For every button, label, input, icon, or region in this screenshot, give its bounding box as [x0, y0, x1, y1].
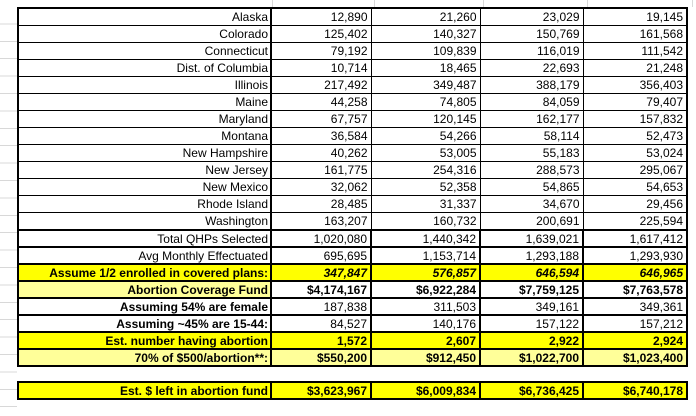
table-row [18, 145, 687, 162]
value-cell[interactable]: 40,262 [271, 145, 371, 162]
value-cell[interactable]: 1,639,021 [480, 230, 583, 247]
value-cell[interactable]: $912,450 [371, 349, 480, 366]
value-cell[interactable]: 67,757 [271, 111, 371, 128]
value-cell[interactable]: 36,584 [271, 128, 371, 145]
value-cell[interactable]: 52,358 [371, 179, 480, 196]
row-label-cell[interactable]: Est. number having abortion [18, 332, 271, 349]
table-row [18, 213, 687, 231]
value-cell[interactable]: 1,020,080 [271, 230, 371, 247]
value-cell[interactable]: 125,402 [271, 26, 371, 43]
value-cell[interactable]: 157,832 [583, 111, 687, 128]
row-label-cell[interactable]: Washington [18, 213, 271, 231]
row-label-cell[interactable]: Illinois [18, 77, 271, 94]
value-cell[interactable]: 356,403 [583, 77, 687, 94]
value-cell[interactable]: 2,607 [371, 332, 480, 349]
value-cell[interactable]: 695,695 [271, 247, 371, 264]
value-cell [583, 366, 687, 382]
table-row [18, 94, 687, 111]
row-label-cell[interactable]: Assume 1/2 enrolled in covered plans: [18, 264, 271, 281]
gridline [374, 0, 375, 7]
value-cell[interactable]: 84,059 [480, 94, 583, 111]
value-cell[interactable]: 19,145 [583, 8, 687, 26]
value-cell[interactable]: 10,714 [271, 60, 371, 77]
value-cell[interactable]: 349,487 [371, 77, 480, 94]
value-cell[interactable]: 225,594 [583, 213, 687, 231]
value-cell[interactable]: $7,759,125 [480, 281, 583, 298]
value-cell[interactable]: 79,192 [271, 43, 371, 60]
value-cell[interactable]: 1,572 [271, 332, 371, 349]
value-cell[interactable]: 217,492 [271, 77, 371, 94]
value-cell[interactable]: 1,440,342 [371, 230, 480, 247]
value-cell[interactable]: 21,248 [583, 60, 687, 77]
value-cell[interactable]: 576,857 [371, 264, 480, 281]
value-cell[interactable]: $1,023,400 [583, 349, 687, 366]
value-cell[interactable]: 23,029 [480, 8, 583, 26]
row-label-cell[interactable]: Assuming 54% are female [18, 298, 271, 315]
row-label-cell[interactable]: Dist. of Columbia [18, 60, 271, 77]
value-cell[interactable]: 1,617,412 [583, 230, 687, 247]
value-cell[interactable]: 109,839 [371, 43, 480, 60]
value-cell[interactable]: $1,022,700 [480, 349, 583, 366]
value-cell[interactable]: 44,258 [271, 94, 371, 111]
value-cell[interactable]: 157,212 [583, 315, 687, 332]
value-cell[interactable]: 162,177 [480, 111, 583, 128]
row-label-cell[interactable]: New Mexico [18, 179, 271, 196]
value-cell[interactable]: $7,763,578 [583, 281, 687, 298]
value-cell[interactable]: 187,838 [271, 298, 371, 315]
table-row [18, 43, 687, 60]
value-cell[interactable]: $3,623,967 [271, 382, 371, 399]
table-row [18, 298, 687, 315]
value-cell[interactable]: 28,485 [271, 196, 371, 213]
value-cell[interactable]: 157,122 [480, 315, 583, 332]
value-cell[interactable]: 1,153,714 [371, 247, 480, 264]
row-label-cell[interactable]: New Hampshire [18, 145, 271, 162]
value-cell[interactable]: 74,805 [371, 94, 480, 111]
value-cell[interactable]: 2,924 [583, 332, 687, 349]
value-cell[interactable]: 53,024 [583, 145, 687, 162]
value-cell[interactable]: 1,293,930 [583, 247, 687, 264]
value-cell[interactable]: $550,200 [271, 349, 371, 366]
table-row [18, 281, 687, 298]
row-label-cell[interactable]: 70% of $500/abortion**: [18, 349, 271, 366]
spacer-row [18, 366, 687, 382]
value-cell[interactable]: 111,542 [583, 43, 687, 60]
value-cell[interactable]: 347,847 [271, 264, 371, 281]
value-cell[interactable]: 160,732 [371, 213, 480, 231]
value-cell[interactable]: 200,691 [480, 213, 583, 231]
value-cell[interactable]: 288,573 [480, 162, 583, 179]
value-cell[interactable]: 31,337 [371, 196, 480, 213]
value-cell[interactable]: 349,361 [583, 298, 687, 315]
table-row [18, 230, 687, 247]
value-cell[interactable]: 53,005 [371, 145, 480, 162]
value-cell[interactable]: 18,465 [371, 60, 480, 77]
value-cell[interactable]: 2,922 [480, 332, 583, 349]
row-label-cell[interactable]: Maine [18, 94, 271, 111]
table-row [18, 162, 687, 179]
value-cell[interactable]: 54,266 [371, 128, 480, 145]
value-cell [480, 366, 583, 382]
value-cell[interactable]: 388,179 [480, 77, 583, 94]
gridline [483, 0, 484, 7]
value-cell[interactable]: 311,503 [371, 298, 480, 315]
table-row [18, 8, 687, 26]
value-cell[interactable]: 349,161 [480, 298, 583, 315]
value-cell[interactable]: 120,145 [371, 111, 480, 128]
value-cell[interactable]: 161,568 [583, 26, 687, 43]
row-label-cell [18, 366, 271, 382]
value-cell[interactable]: $6,009,834 [371, 382, 480, 399]
row-label-cell[interactable]: Alaska [18, 8, 271, 26]
row-label-cell[interactable]: Avg Monthly Effectuated [18, 247, 271, 264]
value-cell[interactable]: $6,736,425 [480, 382, 583, 399]
value-cell[interactable]: 21,260 [371, 8, 480, 26]
row-label-cell[interactable]: Est. $ left in abortion fund [18, 382, 271, 399]
value-cell[interactable]: 79,407 [583, 94, 687, 111]
value-cell [371, 366, 480, 382]
table-row [18, 26, 687, 43]
table-row [18, 60, 687, 77]
value-cell[interactable]: 116,019 [480, 43, 583, 60]
value-cell[interactable]: $4,174,167 [271, 281, 371, 298]
row-label-cell[interactable]: New Jersey [18, 162, 271, 179]
value-cell[interactable]: 646,965 [583, 264, 687, 281]
row-label-cell[interactable]: Rhode Island [18, 196, 271, 213]
value-cell[interactable]: 646,594 [480, 264, 583, 281]
value-cell[interactable]: 84,527 [271, 315, 371, 332]
gridline [272, 0, 273, 7]
value-cell[interactable]: $6,922,284 [371, 281, 480, 298]
value-cell[interactable]: 12,890 [271, 8, 371, 26]
value-cell[interactable]: 54,653 [583, 179, 687, 196]
row-label-cell[interactable]: Abortion Coverage Fund [18, 281, 271, 298]
value-cell[interactable]: 58,114 [480, 128, 583, 145]
table-row [18, 196, 687, 213]
value-cell[interactable]: 295,067 [583, 162, 687, 179]
value-cell[interactable]: 54,865 [480, 179, 583, 196]
value-cell[interactable]: 140,176 [371, 315, 480, 332]
table-row [18, 179, 687, 196]
row-label-cell[interactable]: Montana [18, 128, 271, 145]
gridline [692, 0, 693, 7]
row-label-cell[interactable]: Maryland [18, 111, 271, 128]
value-cell[interactable]: 1,293,188 [480, 247, 583, 264]
value-cell[interactable]: 55,183 [480, 145, 583, 162]
row-label-cell[interactable]: Assuming ~45% are 15-44: [18, 315, 271, 332]
table-row [18, 315, 687, 332]
value-cell[interactable]: $6,740,178 [583, 382, 687, 399]
table-row [18, 77, 687, 94]
row-label-cell[interactable]: Total QHPs Selected [18, 230, 271, 247]
table-row [18, 128, 687, 145]
row-label-cell[interactable]: Connecticut [18, 43, 271, 60]
value-cell[interactable]: 140,327 [371, 26, 480, 43]
value-cell[interactable]: 29,456 [583, 196, 687, 213]
value-cell[interactable]: 150,769 [480, 26, 583, 43]
value-cell[interactable]: 32,062 [271, 179, 371, 196]
value-cell[interactable]: 22,693 [480, 60, 583, 77]
table-row [18, 264, 687, 281]
table-row [18, 247, 687, 264]
table-row [18, 332, 687, 349]
row-label-cell[interactable]: Colorado [18, 26, 271, 43]
value-cell[interactable]: 163,207 [271, 213, 371, 231]
abortion-fund-spreadsheet [17, 7, 688, 400]
gridline [587, 0, 588, 7]
value-cell[interactable]: 254,316 [371, 162, 480, 179]
value-cell [271, 366, 371, 382]
value-cell[interactable]: 52,473 [583, 128, 687, 145]
table-row [18, 382, 687, 399]
table-row [18, 111, 687, 128]
value-cell[interactable]: 34,670 [480, 196, 583, 213]
table-row [18, 349, 687, 366]
value-cell[interactable]: 161,775 [271, 162, 371, 179]
gridlines-left-sliver [0, 7, 17, 416]
